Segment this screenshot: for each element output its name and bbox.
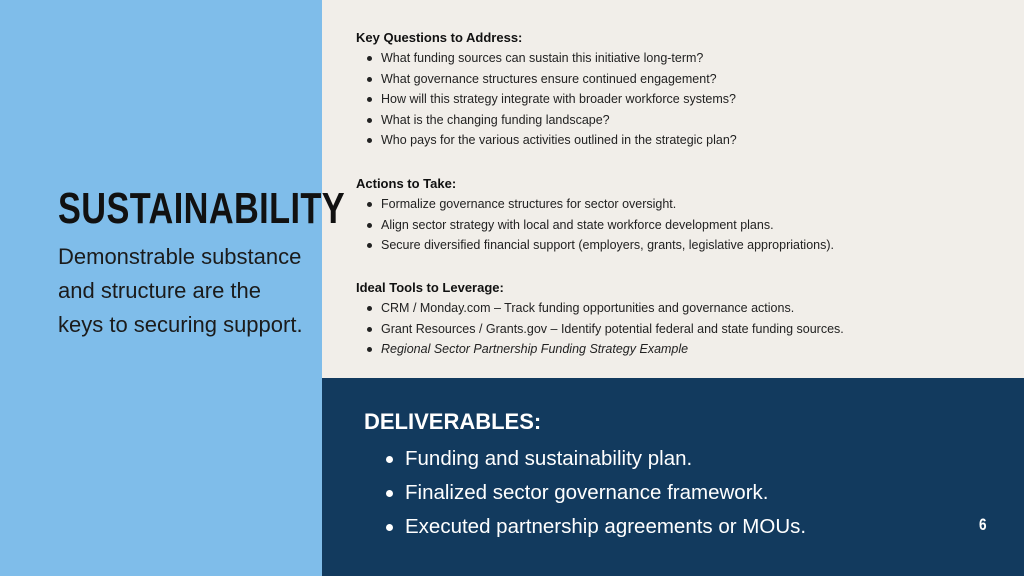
deliverable-item: Executed partnership agreements or MOUs. [364,510,806,544]
tools-section [356,278,844,360]
actions-section [356,174,834,256]
slide-subtitle: Demonstrable substance and structure are the keys to securing support. [58,244,303,337]
key-questions-section [356,28,737,151]
list-item: Formalize governance structures for sector oversight. [356,194,834,215]
list-item: Grant Resources / Grants.gov – Identify potential federal and state funding sources. [356,319,844,340]
deliverable-item: Funding and sustainability plan. [364,442,806,476]
slide-title: SUSTAINABILITY [58,184,346,233]
key-questions-heading: Key Questions to Address: [356,30,523,45]
list-item: How will this strategy integrate with broader workforce systems? [356,89,737,110]
deliverables-heading: DELIVERABLES: [364,409,542,434]
list-item: What governance structures ensure continued engagement? [356,69,737,90]
list-item: CRM / Monday.com – Track funding opportunities and governance actions. [356,298,844,319]
list-item: What funding sources can sustain this initiative long-term? [356,48,737,69]
list-item: Who pays for the various activities outlined in the strategic plan? [356,130,737,151]
actions-heading: Actions to Take: [356,176,457,191]
list-item: Align sector strategy with local and state workforce development plans. [356,215,834,236]
tools-heading: Ideal Tools to Leverage: [356,280,504,295]
page-number: 6 [979,515,987,534]
list-item: Secure diversified financial support (employers, grants, legislative appropriations). [356,235,834,256]
list-item: What is the changing funding landscape? [356,110,737,131]
funding-strategy-example-link[interactable]: Regional Sector Partnership Funding Strategy Example [356,339,844,360]
deliverables-section [364,408,806,544]
deliverable-item: Finalized sector governance framework. [364,476,806,510]
